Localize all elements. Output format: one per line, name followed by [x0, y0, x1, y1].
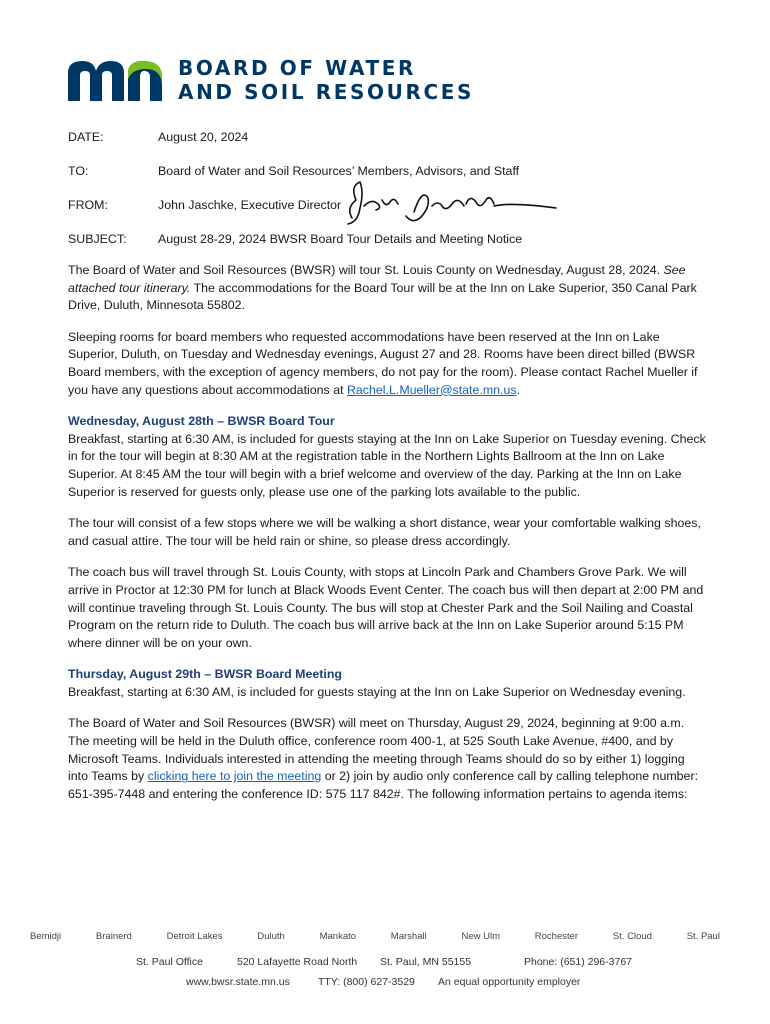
footer-office-list — [30, 931, 720, 942]
accommodations-end: . — [516, 382, 521, 397]
office-item: Rochester — [534, 931, 579, 942]
subject-value: August 28-29, 2024 BWSR Board Tour Details and Meeting Notice — [158, 232, 523, 246]
memo-body — [68, 262, 708, 817]
office-item: Mankato — [319, 931, 357, 942]
office-item: Marshall — [390, 931, 427, 942]
office-item: New Ulm — [461, 931, 500, 942]
footer-eoe: An equal opportunity employer — [438, 976, 581, 988]
paragraph-meeting-details — [68, 715, 708, 803]
memo-date-row — [68, 130, 708, 164]
to-value: Board of Water and Soil Resources’ Members, Advisors, and Staff — [158, 164, 520, 178]
office-item: Brainerd — [95, 931, 132, 942]
intro-text-b: The accommodations for the Board Tour will be at the Inn on Lake Superior, 350 Canal Park Drive, Duluth, Minnesota 55802. — [68, 280, 697, 313]
paragraph-coach-bus: The coach bus will travel through St. Louis County, with stops at Lincoln Park and Chambers Grove Park. We will arrive in Proctor at 12:30 PM for lunch at Black Woods Event Center. The coach bus will then depart at 2:00 PM and will continue traveling through St. Louis County. The bus will stop at Chester Park and the Soil Nailing and Coastal Program on the return ride to Duluth. The coach bus will arrive back at the Inn on Lake Superior around 5:15 PM where dinner will be on your own. — [68, 565, 704, 650]
footer-tty: TTY: (800) 627-3529 — [318, 976, 415, 988]
itinerary-note: See attached tour itinerary. — [68, 263, 686, 295]
meeting-text-b: or 2) join by audio only conference call by calling telephone number: 651-395-7448 and entering the conference ID: 575 117 842#. The following information pertains to agenda items: — [68, 769, 699, 801]
org-name — [178, 56, 474, 104]
office-item: Duluth — [257, 931, 285, 942]
org-name-line1: BOARD OF WATER — [178, 56, 416, 80]
office-item: St. Cloud — [612, 931, 652, 942]
accommodations-text: Sleeping rooms for board members who requested accommodations have been reserved at the Inn on Lake Superior, Duluth, on Tuesday and Wednesday evenings, August 27 and 28. Rooms have been direct billed (BWSR Board members, with the exception of agency members, do not pay for the room). Please contact Rachel Mueller if you have any questions about accommodations at — [68, 329, 698, 397]
intro-text-a: The Board of Water and Soil Resources (BWSR) will tour St. Louis County on Wednesday, August 28, 2024. — [68, 263, 664, 277]
mn-logo-icon — [66, 57, 164, 103]
paragraph-accommodations — [68, 329, 708, 399]
date-value: August 20, 2024 — [158, 130, 249, 144]
org-name-line2: AND SOIL RESOURCES — [178, 80, 474, 104]
office-item: Bemidji — [30, 931, 62, 942]
to-label: TO: — [68, 164, 89, 178]
from-label: FROM: — [68, 198, 108, 212]
footer-city: St. Paul, MN 55155 — [380, 956, 472, 968]
office-item: Detroit Lakes — [166, 931, 223, 942]
footer-website[interactable]: www.bwsr.state.mn.us — [186, 976, 290, 988]
footer-address: 520 Lafayette Road North — [237, 956, 358, 968]
date-label: DATE: — [68, 130, 104, 144]
bwsr-logo — [66, 56, 474, 104]
footer-phone: Phone: (651) 296-3767 — [524, 956, 632, 968]
paragraph-tour-stops: The tour will consist of a few stops where we will be walking a short distance, wear your comfortable walking shoes, and casual attire. The tour will be held rain or shine, so please dress accordingly. — [68, 516, 701, 548]
paragraph-intro — [68, 262, 708, 315]
memo-subject-row — [68, 232, 708, 266]
signature-image — [342, 178, 557, 226]
join-meeting-link[interactable]: clicking here to join the meeting — [147, 769, 322, 784]
subject-label: SUBJECT: — [68, 232, 127, 246]
meeting-text-a: The Board of Water and Soil Resources (BWSR) will meet on Thursday, August 29, 2024, beginning at 9:00 a.m. The meeting will be held in the Duluth office, conference room 400-1, at 525 South Lake Avenue, #400, and by Microsoft Teams. Individuals interested in attending the meeting through Teams should do so by either 1) logging into Teams by — [68, 716, 685, 784]
office-item: St. Paul — [686, 931, 720, 942]
heading-board-tour: Wednesday, August 28th – BWSR Board Tour — [68, 414, 335, 429]
heading-board-meeting: Thursday, August 29th – BWSR Board Meeting — [68, 667, 342, 682]
footer-office-label: St. Paul Office — [136, 956, 203, 968]
paragraph-tour-breakfast: Breakfast, starting at 6:30 AM, is included for guests staying at the Inn on Lake Superior on Tuesday evening. Check in for the tour will begin at 8:30 AM at the registration table in the Northern Lights Ballroom at the Inn on Lake Superior. At 8:45 AM the tour will begin with a brief welcome and overview of the day. Parking at the Inn on Lake Superior is reserved for guests only, please use one of the parking lots available to the public. — [68, 431, 706, 499]
from-value: John Jaschke, Executive Director — [158, 198, 342, 212]
paragraph-meeting-breakfast: Breakfast, starting at 6:30 AM, is included for guests staying at the Inn on Lake Superior on Wednesday evening. — [68, 684, 686, 699]
email-link[interactable]: Rachel.L.Mueller@state.mn.us — [346, 382, 517, 397]
